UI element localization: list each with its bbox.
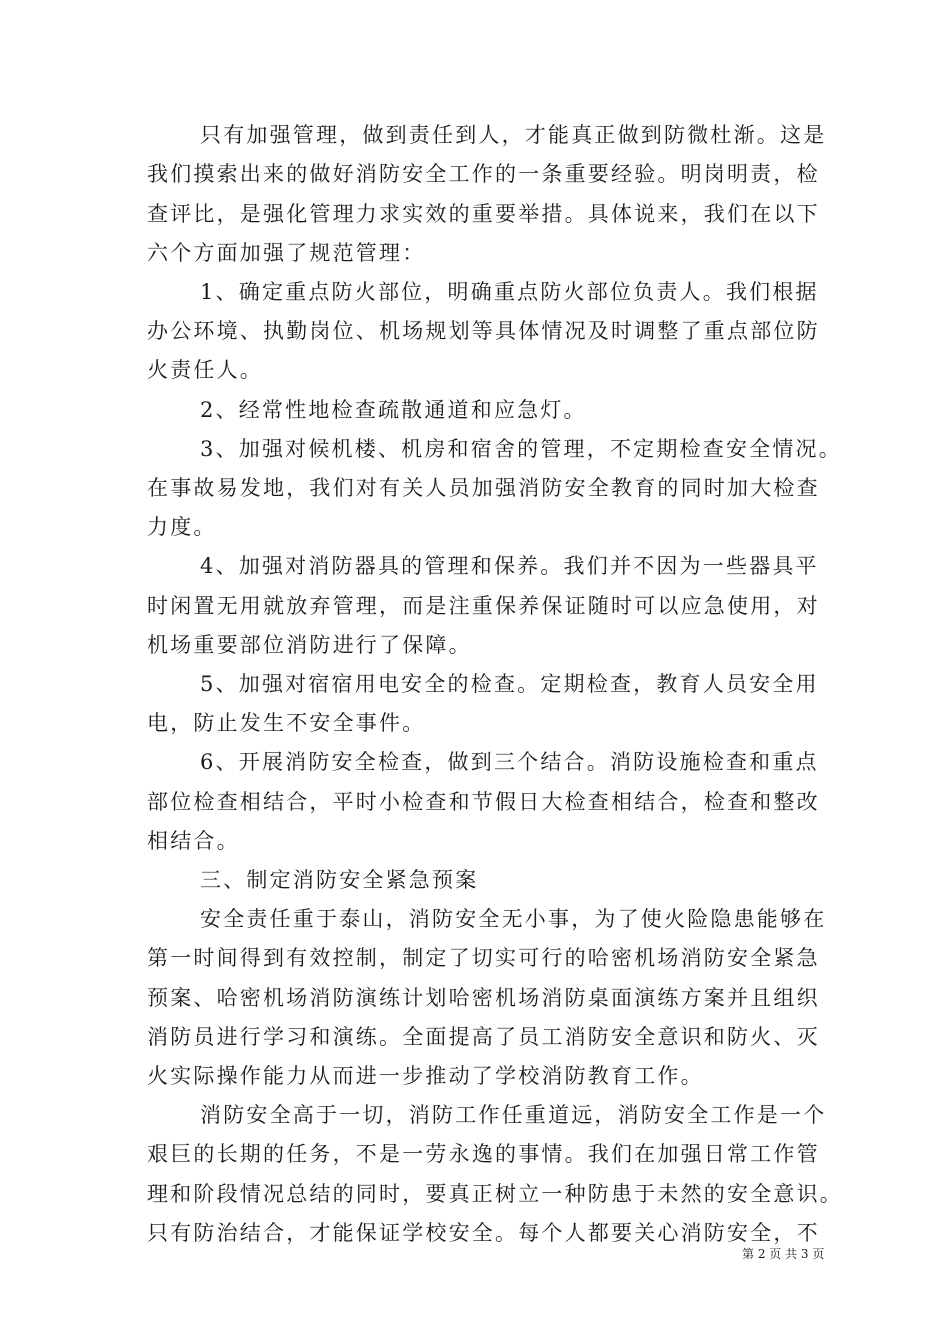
paragraph-line: 5、加强对宿宿用电安全的检查。定期检查，教育人员安全用	[200, 672, 819, 696]
paragraph-line: 2、经常性地检查疏散通道和应急灯。	[200, 398, 587, 422]
paragraph-line: 电，防止发生不安全事件。	[147, 711, 426, 735]
paragraph-line: 六个方面加强了规范管理：	[147, 241, 426, 265]
section-heading: 三、制定消防安全紧急预案	[200, 868, 479, 892]
paragraph-line: 只有加强管理，做到责任到人，才能真正做到防微杜渐。这是	[200, 123, 827, 147]
paragraph-line: 部位检查相结合，平时小检查和节假日大检查相结合，检查和整改	[147, 790, 820, 814]
paragraph-line: 查评比，是强化管理力求实效的重要举措。具体说来，我们在以下	[147, 202, 820, 226]
page-number: 第 2 页 共 3 页	[742, 1247, 825, 1261]
paragraph-line: 只有防治结合，才能保证学校安全。每个人都要关心消防安全，不	[147, 1221, 820, 1245]
paragraph-line: 办公环境、执勤岗位、机场规划等具体情况及时调整了重点部位防	[147, 319, 820, 343]
paragraph-line: 火实际操作能力从而进一步推动了学校消防教育工作。	[147, 1064, 704, 1088]
paragraph-line: 力度。	[147, 515, 217, 539]
paragraph-line: 3、加强对候机楼、机房和宿舍的管理，不定期检查安全情况。	[200, 437, 842, 461]
paragraph-line: 6、开展消防安全检查，做到三个结合。消防设施检查和重点	[200, 750, 819, 774]
paragraph-line: 消防员进行学习和演练。全面提高了员工消防安全意识和防火、灭	[147, 1025, 820, 1049]
paragraph-line: 4、加强对消防器具的管理和保养。我们并不因为一些器具平	[200, 554, 819, 578]
paragraph-line: 消防安全高于一切，消防工作任重道远，消防安全工作是一个	[200, 1103, 827, 1127]
paragraph-line: 艰巨的长期的任务，不是一劳永逸的事情。我们在加强日常工作管	[147, 1142, 820, 1166]
paragraph-line: 火责任人。	[147, 358, 263, 382]
paragraph-line: 理和阶段情况总结的同时，要真正树立一种防患于未然的安全意识。	[147, 1182, 843, 1206]
paragraph-line: 我们摸索出来的做好消防安全工作的一条重要经验。明岗明责，检	[147, 162, 820, 186]
paragraph-line: 安全责任重于泰山，消防安全无小事，为了使火险隐患能够在	[200, 907, 827, 931]
paragraph-line: 机场重要部位消防进行了保障。	[147, 633, 472, 657]
paragraph-line: 第一时间得到有效控制，制定了切实可行的哈密机场消防安全紧急	[147, 946, 820, 970]
paragraph-line: 在事故易发地，我们对有关人员加强消防安全教育的同时加大检查	[147, 476, 820, 500]
paragraph-line: 相结合。	[147, 829, 240, 853]
paragraph-line: 预案、哈密机场消防演练计划哈密机场消防桌面演练方案并且组织	[147, 986, 820, 1010]
paragraph-line: 1、确定重点防火部位，明确重点防火部位负责人。我们根据	[200, 280, 819, 304]
paragraph-line: 时闲置无用就放弃管理，而是注重保养保证随时可以应急使用，对	[147, 594, 820, 618]
